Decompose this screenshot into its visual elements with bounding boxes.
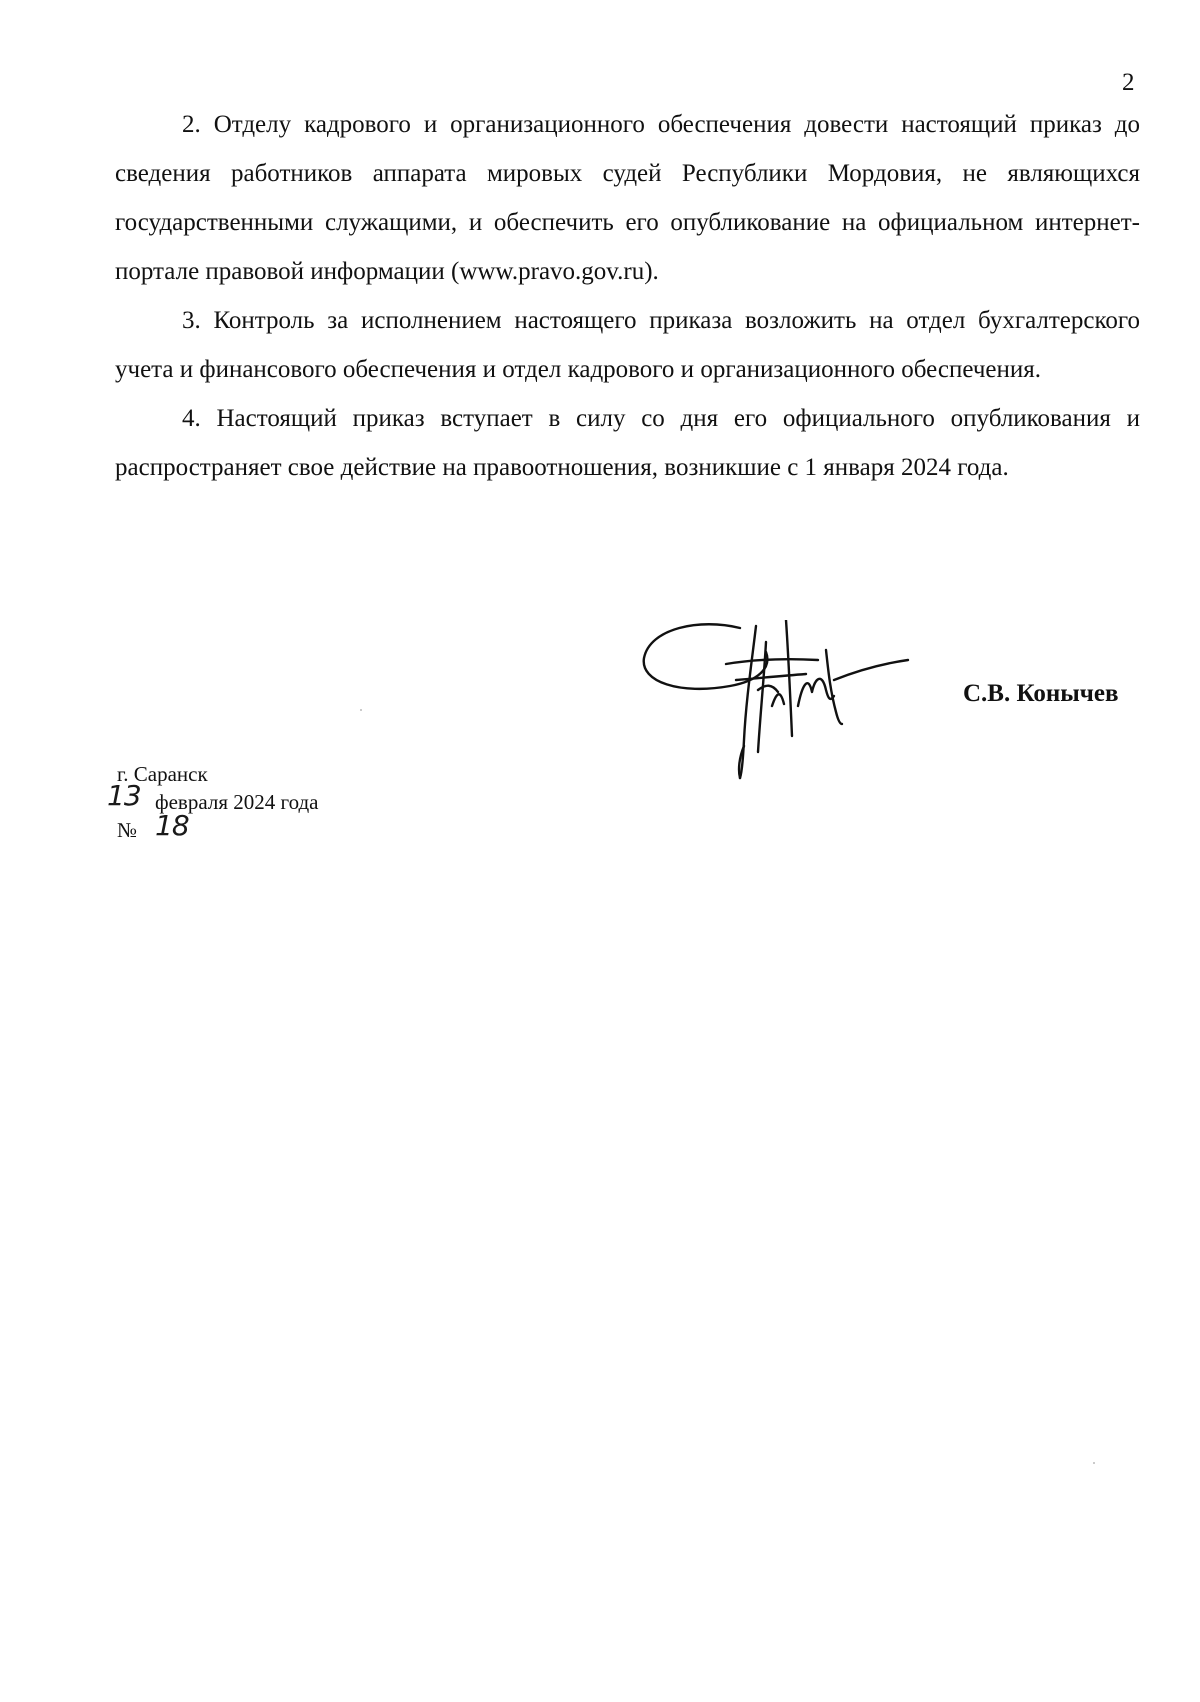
page-number: 2 <box>1122 69 1135 96</box>
signer-name: С.В. Конычев <box>963 680 1119 707</box>
number-label: № <box>117 818 138 842</box>
handwritten-document-number: 18 <box>155 809 189 842</box>
scan-speck <box>1093 1462 1095 1464</box>
date-text: февраля 2024 года <box>155 790 319 814</box>
document-footer <box>107 760 319 844</box>
signature-block <box>640 620 1160 800</box>
paragraph-2: 2. Отделу кадрового и организационного обеспечения довести настоящий приказ до сведения работников аппарата мировых судей Республики Мордовия, не являющихся государственными служащими, и обеспечить его опубликование на официальном интернет-портале правовой информации (www.pravo.gov.ru). <box>115 111 1140 285</box>
paragraph-4: 4. Настоящий приказ вступает в силу со дня его официального опубликования и распространяет свое действие на правоотношения, возникшие с 1 января 2024 года. <box>115 405 1140 481</box>
number-line <box>117 809 208 844</box>
city: г. Саранск <box>117 762 208 786</box>
paragraph-3: 3. Контроль за исполнением настоящего приказа возложить на отдел бухгалтерского учета и финансового обеспечения и отдел кадрового и организационного обеспечения. <box>115 307 1140 383</box>
document-body <box>115 100 1140 492</box>
scan-speck <box>360 709 362 711</box>
handwritten-signature <box>640 620 950 795</box>
handwritten-date-day: 13 <box>107 779 141 812</box>
